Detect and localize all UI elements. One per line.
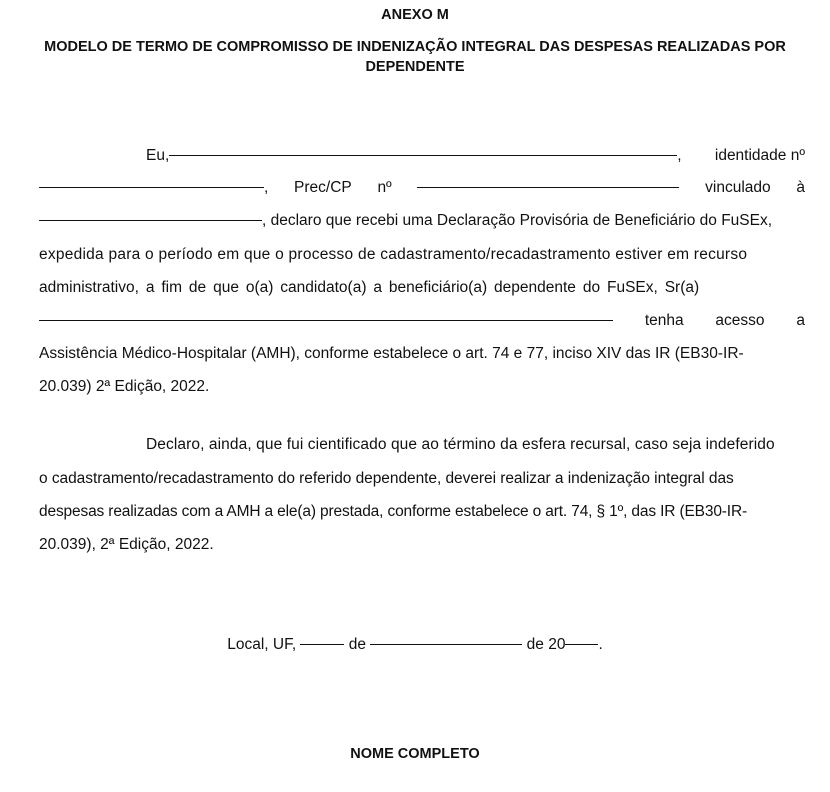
- paragraph1-line-4: expedida para o período em que o processo de cadastramento/recadastramento estiver em recurso: [39, 246, 748, 263]
- document-title: [0, 37, 830, 77]
- date-line: [0, 628, 830, 661]
- eu-label: Eu,: [146, 147, 170, 164]
- paragraph1-line-7: Assistência Médico-Hospitalar (AMH), conforme estabelece o art. 74 e 77, inciso XIV das IR (EB30-IR-: [39, 345, 744, 362]
- year-blank-field[interactable]: [565, 624, 598, 645]
- full-name-signature: NOME COMPLETO: [350, 746, 480, 762]
- paragraph2-line-1: Declaro, ainda, que fui cientificado que ao término da esfera recursal, caso seja indeferido: [146, 436, 775, 453]
- annex-title: ANEXO M: [381, 7, 449, 23]
- period: .: [598, 636, 603, 653]
- a-label: à: [796, 179, 805, 196]
- unit-blank-field[interactable]: [39, 200, 262, 221]
- declaro-text: , declaro que recebi uma Declaração Provisória de Beneficiário do FuSEx,: [262, 212, 773, 229]
- identidade-blank-field[interactable]: [39, 167, 264, 188]
- paragraph2-line-4: 20.039), 2ª Edição, 2022.: [39, 536, 214, 553]
- a-label: a: [796, 312, 805, 329]
- de-label: de: [348, 636, 367, 653]
- local-label: Local, UF,: [227, 636, 297, 653]
- tenha-label: tenha: [644, 312, 684, 329]
- prec-cp-label: Prec/CP: [294, 179, 352, 196]
- document-title-line-1: MODELO DE TERMO DE COMPROMISSO DE INDENIZAÇÃO INTEGRAL DAS DESPESAS REALIZADAS POR: [44, 39, 786, 55]
- acesso-label: acesso: [715, 312, 765, 329]
- comma: ,: [677, 147, 682, 164]
- month-blank-field[interactable]: [370, 624, 522, 645]
- year-label: de 20: [526, 636, 566, 653]
- paragraph1-line-3: [39, 204, 805, 237]
- identidade-label: identidade nº: [714, 147, 805, 164]
- day-blank-field[interactable]: [300, 624, 344, 645]
- paragraph2-line-2: o cadastramento/recadastramento do referido dependente, deverei realizar a indenização integral das: [39, 470, 734, 487]
- prec-cp-blank-field[interactable]: [417, 167, 679, 188]
- comma: ,: [264, 179, 269, 196]
- paragraph1-line-6: [39, 304, 805, 337]
- numero-label: nº: [377, 179, 392, 196]
- document-title-line-2: DEPENDENTE: [365, 59, 465, 75]
- paragraph1-line-5: administrativo, a fim de que o(a) candidato(a) a beneficiário(a) dependente do FuSEx, Sr(a): [39, 279, 700, 296]
- dependent-name-blank-field[interactable]: [39, 300, 613, 321]
- paragraph1-line-8: 20.039) 2ª Edição, 2022.: [39, 378, 210, 395]
- vinculado-label: vinculado: [705, 179, 771, 196]
- paragraph2-line-3: despesas realizadas com a AMH a ele(a) prestada, conforme estabelece o art. 74, § 1º, das IR (EB30-IR-: [39, 503, 748, 520]
- name-blank-field[interactable]: [169, 135, 677, 156]
